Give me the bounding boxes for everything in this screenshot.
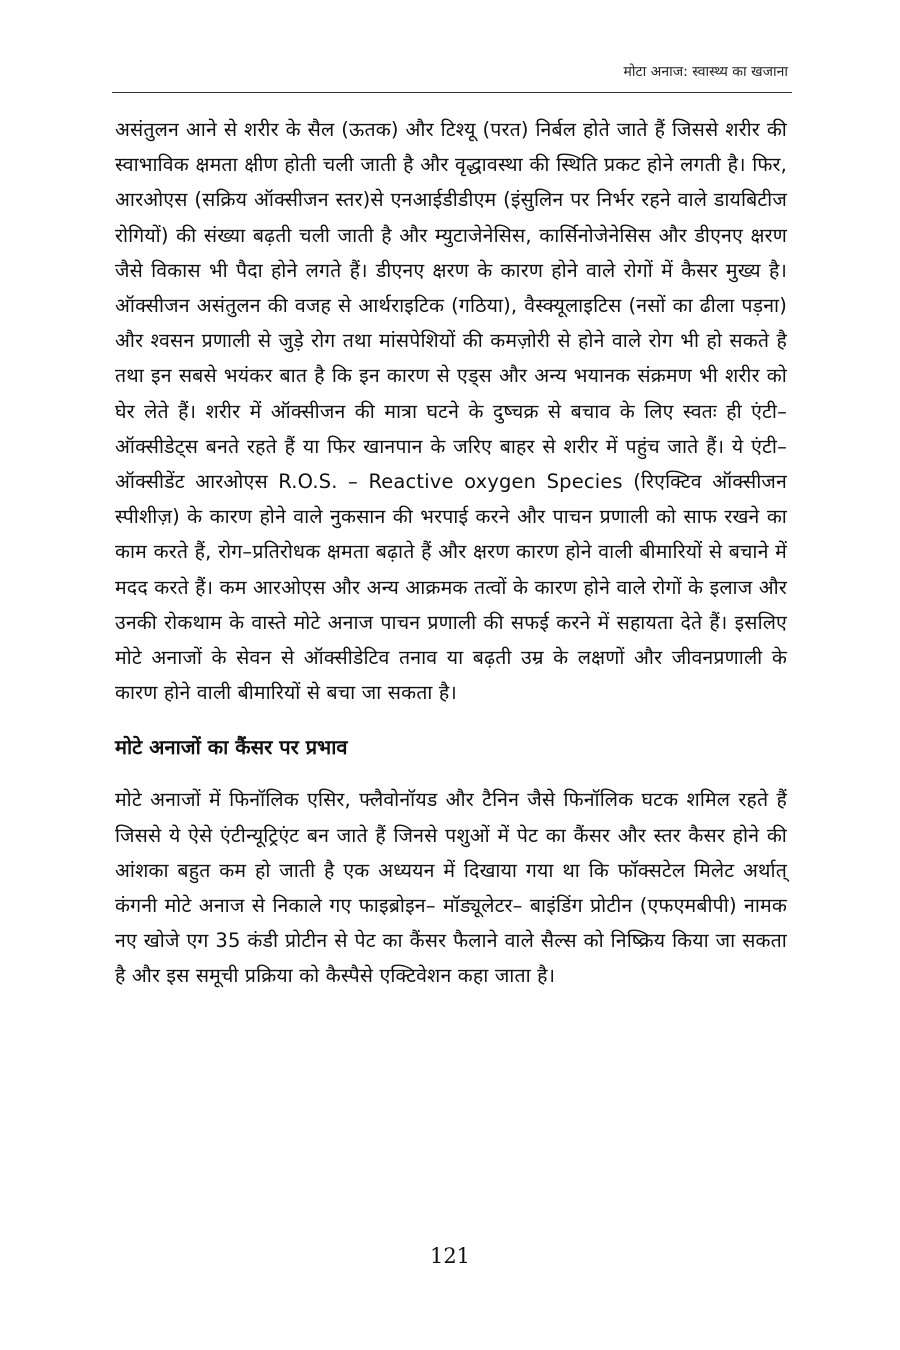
body-text — [115, 112, 787, 994]
running-header: मोटा अनाज: स्वास्थ्य का खजाना — [623, 64, 788, 80]
section-heading: मोटे अनाजों का कैंसर पर प्रभाव — [115, 735, 348, 760]
header-rule — [112, 92, 792, 93]
paragraph-cancer-effect: मोटे अनाजों में फिनॉलिक एसिर, फ्लैवोनॉयड और टैनिन जैसे फिनॉलिक घटक शमिल रहते हैं जिससे ये ऐसे एंटीन्यूट्रिएंट बन जाते हैं जिनसे पशुओं में पेट का कैंसर और स्तर कैसर होने की आंशका बहुत कम हो जाती है एक अध्ययन में दिखाया गया था कि फॉक्सटेल मिलेट अर्थात् कंगनी मोटे अनाज से निकाले गए फाइब्रोइन– मॉड्यूलेटर– बाइंडिंग प्रोटीन (एफएमबीपी) नामक नए खोजे एग 35 कंडी प्रोटीन से पेट का कैंसर फैलाने वाले सैल्स को निष्क्रिय किया जा सकता है और इस समूची प्रक्रिया को कैस्पैसे एक्टिवेशन कहा जाता है। — [115, 788, 787, 988]
page-number: 121 — [429, 1244, 471, 1268]
paragraph-oxidative-stress: असंतुलन आने से शरीर के सैल (ऊतक) और टिश्यू (परत) निर्बल होते जाते हैं जिससे शरीर की स्वाभाविक क्षमता क्षीण होती चली जाती है और वृद्धावस्था की स्थिति प्रकट होने लगती है। फिर, आरओएस (सक्रिय ऑक्सीजन स्तर)से एनआईडीडीएम (इंसुलिन पर निर्भर रहने वाले डायबिटीज रोगियों) की संख्या बढ़ती चली जाती है और म्युटाजेनेसिस, कार्सिनोजेनेसिस और डीएनए क्षरण जैसे विकास भी पैदा होने लगते हैं। डीएनए क्षरण के कारण होने वाले रोगों में कैसर मुख्य है। ऑक्सीजन असंतुलन की वजह से आर्थराइटिक (गठिया), वैस्क्यूलाइटिस (नसों का ढीला पड़ना) और श्वसन प्रणाली से जुड़े रोग तथा मांसपेशियों की कमज़ोरी से होने वाले रोग भी हो सकते है तथा इन सबसे भयंकर बात है कि इन कारण से एड्स और अन्य भयानक संक्रमण भी शरीर को घेर लेते हैं। शरीर में ऑक्सीजन की मात्रा घटने के दुष्चक्र से बचाव के लिए स्वतः ही एंटी–ऑक्सीडेट्स बनते रहते हैं या फिर खानपान के जरिए बाहर से शरीर में पहुंच जाते हैं। ये एंटी–ऑक्सीडेंट आरओएस R.O.S. – Reactive oxygen Species (रिएक्टिव ऑक्सीजन स्पीशीज़) के कारण होने वाले नुकसान की भरपाई करने और पाचन प्रणाली को साफ रखने का काम करते हैं, रोग–प्रतिरोधक क्षमता बढ़ाते हैं और क्षरण कारण होने वाली बीमारियों से बचाने में मदद करते हैं। कम आरओएस और अन्य आक्रमक तत्वों के कारण होने वाले रोगों के इलाज और उनकी रोकथाम के वास्ते मोटे अनाज पाचन प्रणाली की सफई करने में सहायता देते हैं। इसलिए मोटे अनाजों के सेवन से ऑक्सीडेटिव तनाव या बढ़ती उम्र के लक्षणों और जीवनप्रणाली के कारण होने वाली बीमारियों से बचा जा सकता है। — [115, 118, 787, 705]
